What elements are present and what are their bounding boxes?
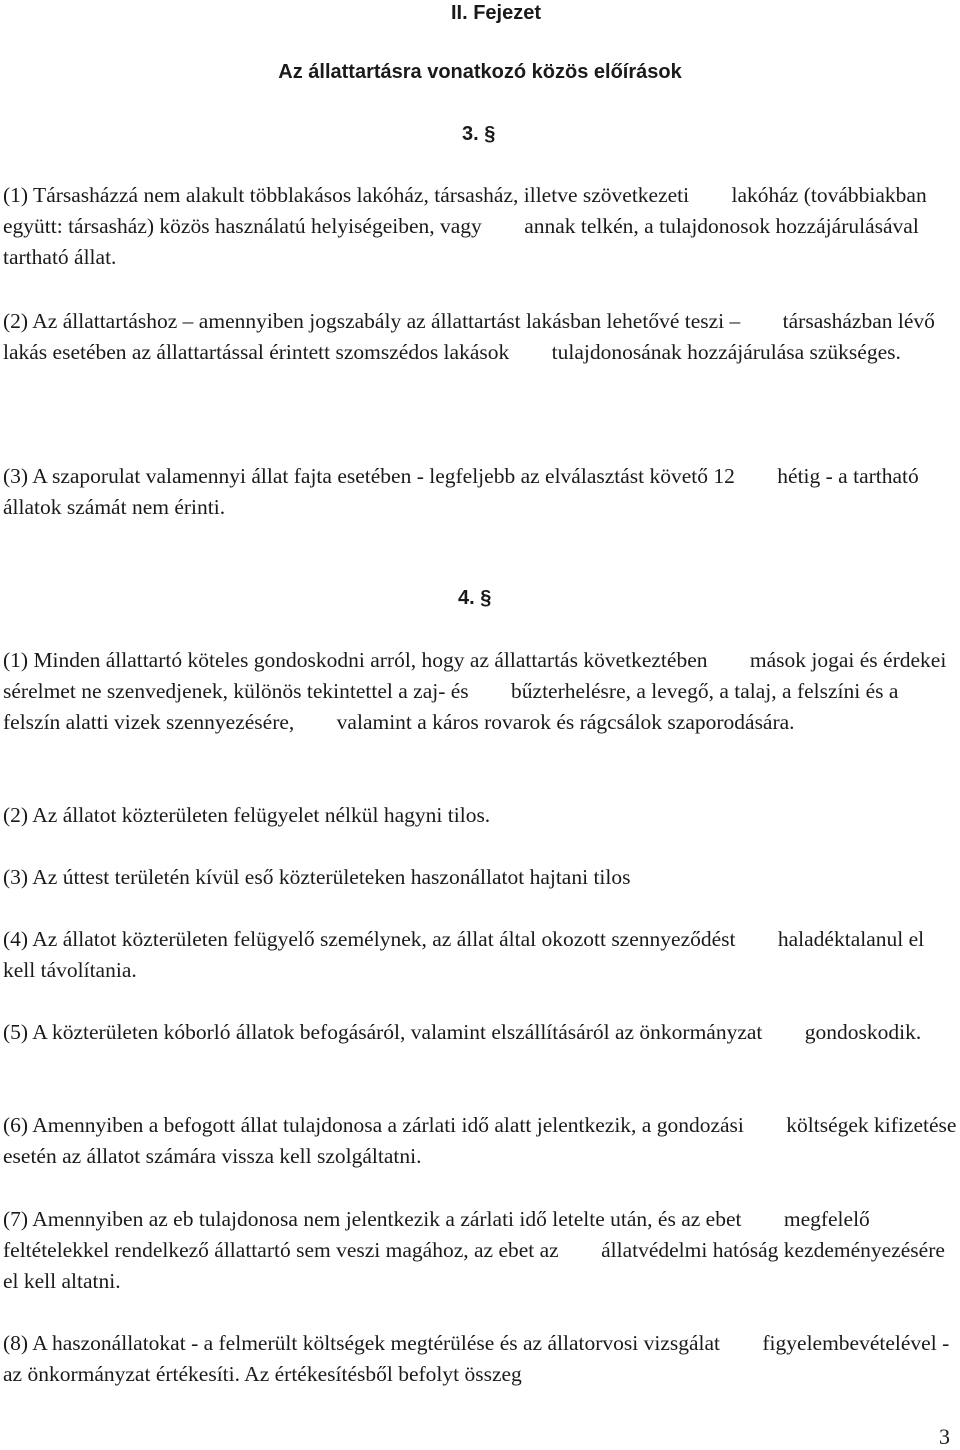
- paragraph-3-sign: 3. §: [462, 123, 496, 145]
- text-line: (7) Amennyiben az eb tulajdonosa nem jelentkezik a zárlati idő letelte után, és az ebet: [3, 1207, 742, 1231]
- text-line: (2) Az állattartáshoz – amennyiben jogszabály az állattartást lakásban lehetővé teszi –: [3, 309, 741, 333]
- text-line: lakóház (továbbiakban együtt: társasház) közös használatú helyiségeiben, vagy: [3, 183, 927, 238]
- text-line: társasházban lévő lakás esetében az állattartással érintett szomszédos lakások: [3, 309, 935, 364]
- text-line: megfelelő feltételekkel rendelkező állattartó sem veszi magához, az ebet az: [3, 1207, 870, 1262]
- text-line: (8) A haszonállatokat - a felmerült költségek megtérülése és az állatorvosi vizsgálat: [3, 1331, 721, 1355]
- par4-item-6: [3, 1110, 957, 1172]
- text-line: valamint a káros rovarok és rágcsálok szaporodására.: [336, 710, 795, 734]
- text-line: (1) Társasházzá nem alakult többlakásos lakóház, társasház, illetve szövetkezeti: [3, 183, 690, 207]
- par4-item-5: [3, 1017, 957, 1048]
- text-line: (3) Az úttest területén kívül eső közterületeken haszonállatot hajtani tilos: [3, 865, 631, 889]
- par3-item-3: [3, 461, 957, 523]
- text-line: költségek kifizetése esetén az állatot számára vissza kell szolgáltatni.: [3, 1113, 957, 1168]
- par4-item-2: [3, 800, 957, 831]
- text-line: gondoskodik.: [804, 1020, 922, 1044]
- text-line: (1) Minden állattartó köteles gondoskodni arról, hogy az állattartás következtében: [3, 648, 708, 672]
- paragraph-4-sign: 4. §: [458, 587, 492, 609]
- text-line: (2) Az állatot közterületen felügyelet nélkül hagyni tilos.: [3, 803, 491, 827]
- par3-item-1: [3, 180, 957, 273]
- par3-item-2: [3, 306, 957, 368]
- text-line: annak telkén, a tulajdonosok hozzájárulásával tartható állat.: [3, 214, 919, 269]
- text-line: (5) A közterületen kóborló állatok befogásáról, valamint elszállításáról az önkormányzat: [3, 1020, 763, 1044]
- text-line: (3) A szaporulat valamennyi állat fajta esetében - legfeljebb az elválasztást követő 12: [3, 464, 735, 488]
- text-line: (4) Az állatot közterületen felügyelő személynek, az állat által okozott szennyeződést: [3, 927, 736, 951]
- page-number: 3: [939, 1424, 950, 1449]
- text-line: figyelembevételével - az önkormányzat értékesíti. Az értékesítésből befolyt összeg: [3, 1331, 950, 1386]
- text-line: hétig - a tartható állatok számát nem érinti.: [3, 464, 919, 519]
- par4-item-4: [3, 924, 957, 986]
- par4-item-3: [3, 862, 957, 893]
- par4-item-7: [3, 1204, 957, 1297]
- section-title: Az állattartásra vonatkozó közös előírások: [278, 61, 682, 83]
- text-line: mások jogai és érdekei sérelmet ne szenvedjenek, különös tekintettel a zaj- és: [3, 648, 947, 703]
- text-line: (6) Amennyiben a befogott állat tulajdonosa a zárlati idő alatt jelentkezik, a gondozási: [3, 1113, 744, 1137]
- par4-item-8: [3, 1328, 957, 1390]
- text-line: bűzterhelésre, a levegő, a talaj, a felszíni és a felszín alatti vizek szennyezésére,: [3, 679, 899, 734]
- text-line: haladéktalanul el kell távolítania.: [3, 927, 925, 982]
- chapter-title: II. Fejezet: [450, 2, 542, 24]
- text-line: tulajdonosának hozzájárulása szükséges.: [551, 340, 901, 364]
- par4-item-1: [3, 645, 957, 738]
- text-line: állatvédelmi hatóság kezdeményezésére el kell altatni.: [3, 1238, 945, 1293]
